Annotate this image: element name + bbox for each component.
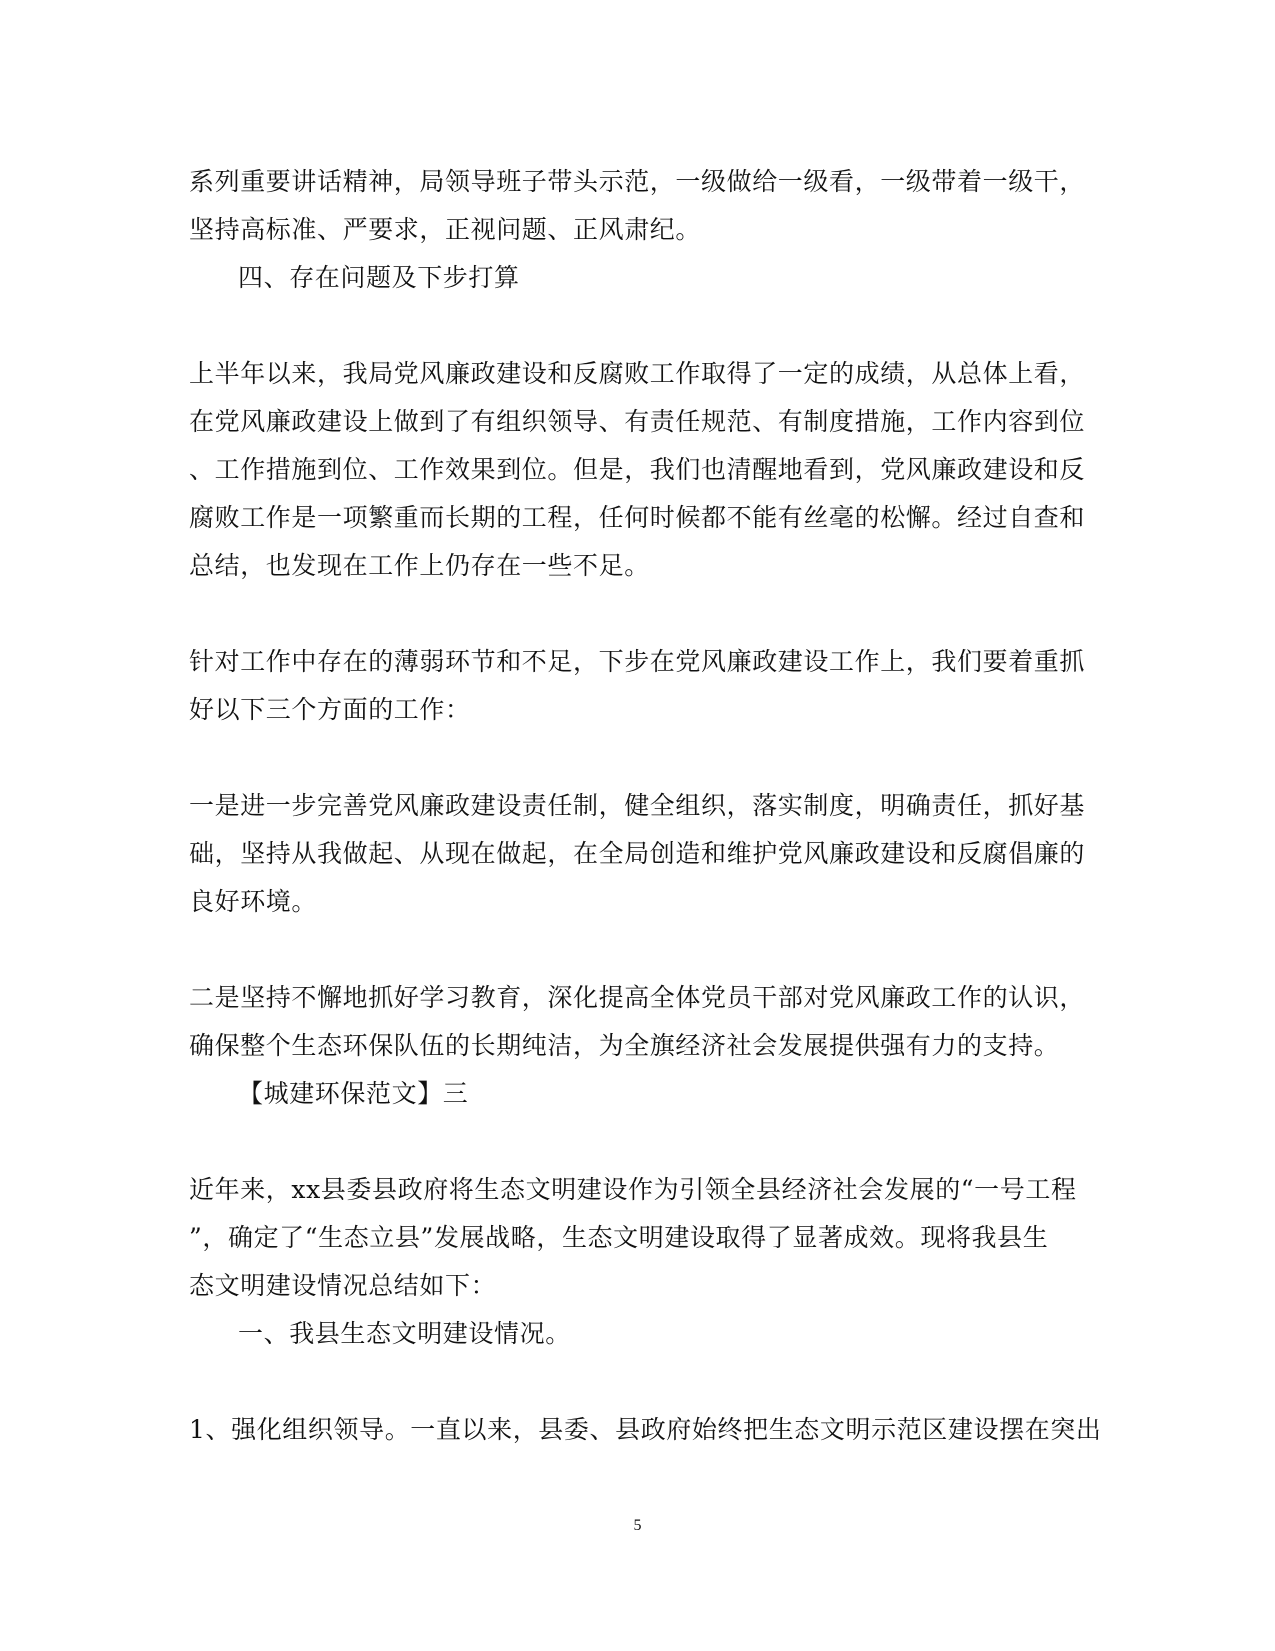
text-line: 良好环境。 — [189, 887, 318, 916]
text-line: 总结，也发现在工作上仍存在一些不足。 — [189, 551, 650, 580]
section-heading: 一、我县生态文明建设情况。 — [238, 1319, 571, 1348]
text-line: 坚持高标准、严要求，正视问题、正风肃纪。 — [189, 215, 702, 244]
text-line: 一是进一步完善党风廉政建设责任制，健全组织，落实制度，明确责任，抓好基 — [189, 791, 1086, 820]
section-heading: 四、存在问题及下步打算 — [238, 263, 520, 292]
text-line: 好以下三个方面的工作： — [189, 695, 471, 724]
text-line: 确保整个生态环保队伍的长期纯洁，为全旗经济社会发展提供强有力的支持。 — [189, 1031, 1060, 1060]
text-line: 在党风廉政建设上做到了有组织领导、有责任规范、有制度措施，工作内容到位 — [189, 407, 1086, 436]
text-line: 上半年以来，我局党风廉政建设和反腐败工作取得了一定的成绩，从总体上看， — [189, 359, 1086, 388]
text-line: 、工作措施到位、工作效果到位。但是，我们也清醒地看到，党风廉政建设和反 — [189, 455, 1086, 484]
text-line: 腐败工作是一项繁重而长期的工程，任何时候都不能有丝毫的松懈。经过自查和 — [189, 503, 1086, 532]
text-line: 态文明建设情况总结如下： — [189, 1271, 497, 1300]
section-heading: 【城建环保范文】三 — [238, 1079, 469, 1108]
text-line: 系列重要讲话精神，局领导班子带头示范，一级做给一级看，一级带着一级干， — [189, 167, 1086, 196]
text-line: ”，确定了“生态立县”发展战略，生态文明建设取得了显著成效。现将我县生 — [189, 1223, 1049, 1252]
page-number: 5 — [633, 1517, 642, 1534]
text-line: 1、强化组织领导。一直以来，县委、县政府始终把生态文明示范区建设摆在突出 — [189, 1415, 1102, 1444]
text-line: 二是坚持不懈地抓好学习教育，深化提高全体党员干部对党风廉政工作的认识， — [189, 983, 1086, 1012]
text-line: 近年来，xx县委县政府将生态文明建设作为引领全县经济社会发展的“一号工程 — [189, 1175, 1077, 1204]
text-line: 针对工作中存在的薄弱环节和不足，下步在党风廉政建设工作上，我们要着重抓 — [189, 647, 1086, 676]
text-line: 础，坚持从我做起、从现在做起，在全局创造和维护党风廉政建设和反腐倡廉的 — [189, 839, 1086, 868]
